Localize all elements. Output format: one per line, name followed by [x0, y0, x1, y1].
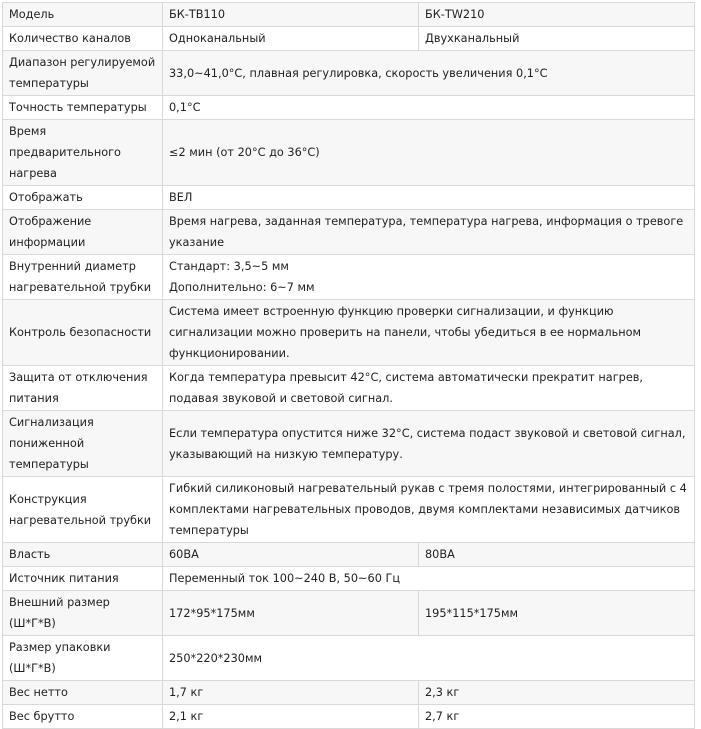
- table-row: [3, 120, 695, 186]
- cell-value: 33,0~41,0°C, плавная регулировка, скорость увеличения 0,1°C: [163, 51, 695, 96]
- cell-value: 60ВА: [163, 543, 419, 567]
- cell-value: 2,3 кг: [419, 681, 695, 705]
- row-label: Сигнализация пониженной температуры: [3, 411, 163, 477]
- row-label: Вес нетто: [3, 681, 163, 705]
- cell-value: 2,7 кг: [419, 705, 695, 729]
- cell-value: Двухканальный: [419, 27, 695, 51]
- table-row: [3, 3, 695, 27]
- table-row: [3, 210, 695, 255]
- cell-value: 1,7 кг: [163, 681, 419, 705]
- row-label: Отображать: [3, 186, 163, 210]
- table-row: [3, 366, 695, 411]
- row-label: Размер упаковки (Ш*Г*В): [3, 636, 163, 681]
- table-row: [3, 255, 695, 300]
- row-label: Источник питания: [3, 567, 163, 591]
- table-row: [3, 51, 695, 96]
- row-label: Защита от отключения питания: [3, 366, 163, 411]
- row-label: Отображение информации: [3, 210, 163, 255]
- spec-table: [2, 2, 695, 729]
- table-row: [3, 591, 695, 636]
- cell-value: [163, 255, 695, 300]
- table-row: [3, 300, 695, 366]
- cell-value: 0,1°C: [163, 96, 695, 120]
- cell-value: 195*115*175мм: [419, 591, 695, 636]
- row-label: Конструкция нагревательной трубки: [3, 477, 163, 543]
- row-label: Время предварительного нагрева: [3, 120, 163, 186]
- row-label: Точность температуры: [3, 96, 163, 120]
- table-row: [3, 681, 695, 705]
- cell-value: Одноканальный: [163, 27, 419, 51]
- cell-value: Гибкий силиконовый нагревательный рукав с тремя полостями, интегрированный с 4 комплектами нагревательных проводов, двумя комплектами независимых датчиков температуры: [163, 477, 695, 543]
- row-label: Контроль безопасности: [3, 300, 163, 366]
- cell-value: Система имеет встроенную функцию проверки сигнализации, и функцию сигнализации можно проверить на панели, чтобы убедиться в ее нормальном функционировании.: [163, 300, 695, 366]
- row-label: Власть: [3, 543, 163, 567]
- table-row: [3, 543, 695, 567]
- row-label: Внутренний диаметр нагревательной трубки: [3, 255, 163, 300]
- cell-value: Переменный ток 100~240 В, 50~60 Гц: [163, 567, 695, 591]
- cell-value: БК-TB110: [163, 3, 419, 27]
- cell-value: 80ВА: [419, 543, 695, 567]
- table-row: [3, 477, 695, 543]
- cell-value: ≤2 мин (от 20°C до 36°C): [163, 120, 695, 186]
- table-row: [3, 705, 695, 729]
- cell-value: Если температура опустится ниже 32°C, система подаст звуковой и световой сигнал, указывающий на низкую температуру.: [163, 411, 695, 477]
- row-label: Модель: [3, 3, 163, 27]
- table-row: [3, 27, 695, 51]
- table-row: [3, 636, 695, 681]
- cell-value: 172*95*175мм: [163, 591, 419, 636]
- row-label: Количество каналов: [3, 27, 163, 51]
- row-label: Диапазон регулируемой температуры: [3, 51, 163, 96]
- table-row: [3, 96, 695, 120]
- table-row: [3, 411, 695, 477]
- cell-value: Время нагрева, заданная температура, температура нагрева, информация о тревоге указание: [163, 210, 695, 255]
- cell-value: БК-TW210: [419, 3, 695, 27]
- row-label: Внешний размер (Ш*Г*В): [3, 591, 163, 636]
- row-label: Вес брутто: [3, 705, 163, 729]
- cell-value: Когда температура превысит 42°C, система автоматически прекратит нагрев, подавая звуковой и световой сигнал.: [163, 366, 695, 411]
- cell-value: ВЕЛ: [163, 186, 695, 210]
- cell-value: 250*220*230мм: [163, 636, 695, 681]
- table-row: [3, 567, 695, 591]
- table-row: [3, 186, 695, 210]
- cell-value: 2,1 кг: [163, 705, 419, 729]
- cell-line: Дополнительно: 6~7 мм: [169, 281, 315, 294]
- cell-line: Стандарт: 3,5~5 мм: [169, 260, 289, 273]
